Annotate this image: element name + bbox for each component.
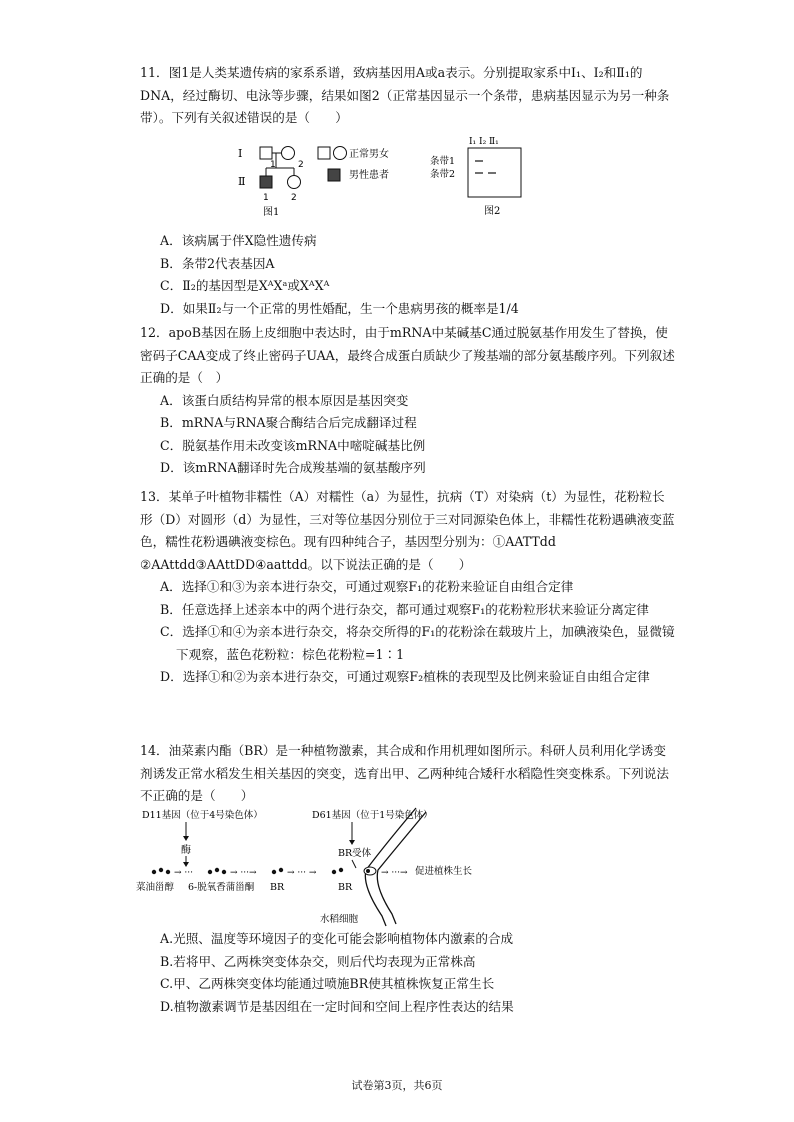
figure-1-caption: 图1 bbox=[263, 207, 280, 218]
molecule-label: BR bbox=[338, 882, 353, 893]
legend-female-normal bbox=[334, 147, 347, 160]
option-c: C．Ⅱ₂的基因型是XᴬXᵃ或XᴬXᴬ bbox=[160, 278, 330, 293]
option-a: A．该病属于伴X隐性遗传病 bbox=[160, 233, 317, 248]
option-c: C.甲、乙两株突变体均能通过喷施BR使其植株恢复正常生长 bbox=[160, 976, 495, 991]
male-normal-symbol bbox=[260, 147, 272, 159]
d61-gene-label: D61基因（位于1号染色体） bbox=[312, 810, 433, 821]
legend-normal-label: 正常男女 bbox=[349, 149, 389, 160]
option-d: D.植物激素调节是基因组在一定时间和空间上程序性表达的结果 bbox=[160, 998, 514, 1014]
question-14 bbox=[140, 740, 675, 808]
svg-text:→ ··· →: → ··· → bbox=[287, 868, 317, 878]
option-a: A．选择①和③为亲本进行杂交，可通过观察F₁的花粉来验证自由组合定律 bbox=[160, 579, 574, 594]
question-13 bbox=[140, 486, 675, 689]
male-patient-symbol bbox=[260, 176, 272, 188]
svg-text:→ ···→: → ···→ bbox=[381, 868, 408, 878]
option-b: B.若将甲、乙两株突变体杂交，则后代均表现为正常株高 bbox=[160, 953, 476, 969]
question-11-stem: 11．图1是人类某遗传病的家系系谱，致病基因用A或a表示。分别提取家系中Ⅰ₁、Ⅰ₂和Ⅱ₁的DNA，经过酶切、电泳等步骤，结果如图2（正常基因显示一个条带，患病基因显示为另一种条带）。下列有关叙述错误的是（ ） bbox=[140, 65, 670, 125]
legend-male-normal bbox=[318, 147, 330, 159]
option-a: A．该蛋白质结构异常的根本原因是基因突变 bbox=[160, 392, 409, 408]
option-c: C．脱氨基作用未改变该mRNA中嘧啶碱基比例 bbox=[160, 437, 426, 453]
option-d: D．选择①和②为亲本进行杂交，可通过观察F₂植株的表现型及比例来验证自由组合定律 bbox=[160, 669, 650, 684]
svg-text:→ ···→: → ···→ bbox=[230, 868, 257, 878]
generation-label-1: Ⅰ bbox=[238, 147, 243, 160]
figure-2-caption: 图2 bbox=[484, 206, 501, 217]
question-13-stem: 13．某单子叶植物非糯性（A）对糯性（a）为显性，抗病（T）对染病（t）为显性，花粉粒长形（D）对圆形（d）为显性，三对等位基因分别位于三对同源染色体上，非糯性花粉遇碘液变蓝色，糯性花粉遇碘液变棕色。现有四种纯合子，基因型分别为：①AATTdd ②AAttdd③AAttDD④aattdd。以下说法正确的是（ ） bbox=[140, 489, 675, 572]
option-d: D．如果Ⅱ₂与一个正常的男性婚配，生一个患病男孩的概率是1/4 bbox=[160, 300, 519, 316]
option-d: D．该mRNA翻译时先合成羧基端的氨基酸序列 bbox=[160, 460, 426, 475]
br-receptor-label: BR受体 bbox=[338, 848, 372, 859]
female-normal-symbol bbox=[282, 147, 295, 160]
individual-number: 1 bbox=[263, 193, 269, 203]
individual-number: 2 bbox=[298, 160, 304, 170]
question-14-stem: 14．油菜素内酯（BR）是一种植物激素，其合成和作用机理如图所示。科研人员利用化学诱变剂诱发正常水稻发生相关基因的突变，选育出甲、乙两种纯合矮秆水稻隐性突变株系。下列说法不正确的是（ ） bbox=[140, 743, 669, 803]
svg-text:→ ···: → ··· bbox=[174, 868, 193, 878]
legend-patient-label: 男性患者 bbox=[349, 170, 389, 181]
legend-male-patient bbox=[328, 169, 340, 181]
question-11-options bbox=[140, 230, 675, 320]
pedigree-figure bbox=[230, 140, 420, 218]
cell-label: 水稻细胞 bbox=[320, 914, 359, 925]
question-12-stem: 12．apoB基因在肠上皮细胞中表达时，由于mRNA中某碱基C通过脱氨基作用发生了替换，使密码子CAA变成了终止密码子UAA，最终合成蛋白质缺少了羧基端的部分氨基酸序列。下列叙述正确的是（ ） bbox=[140, 325, 675, 385]
option-c: C．选择①和④为亲本进行杂交，将杂交所得的F₁的花粉涂在载玻片上，加碘液染色，显微镜下观察，蓝色花粉粒：棕色花粉粒=1∶1 bbox=[160, 624, 675, 662]
question-14-options bbox=[140, 928, 675, 1018]
question-12 bbox=[140, 322, 675, 480]
molecule-label: 菜油甾醇 bbox=[136, 882, 175, 893]
band-2-label: 条带2 bbox=[430, 169, 456, 180]
option-b: B．条带2代表基因A bbox=[160, 255, 275, 271]
br-mechanism-figure bbox=[134, 806, 479, 928]
page-footer: 试卷第3页，共6页 bbox=[351, 1079, 443, 1092]
question-11 bbox=[140, 62, 675, 130]
generation-label-2: Ⅱ bbox=[238, 175, 246, 188]
option-b: B．任意选择上述亲本中的两个进行杂交，都可通过观察F₁的花粉粒形状来验证分离定律 bbox=[160, 601, 650, 617]
individual-number: 1 bbox=[270, 160, 276, 170]
molecule-label: 6-脱氧香蒲甾酮 bbox=[188, 882, 255, 893]
effect-label: 促进植株生长 bbox=[415, 866, 473, 877]
d11-gene-label: D11基因（位于4号染色体） bbox=[142, 810, 263, 821]
enzyme-label: 酶 bbox=[181, 845, 191, 856]
lane-header: Ⅰ₁ Ⅰ₂ Ⅱ₁ bbox=[469, 137, 499, 147]
option-b: B．mRNA与RNA聚合酶结合后完成翻译过程 bbox=[160, 415, 417, 430]
band-1-label: 条带1 bbox=[430, 156, 456, 167]
option-a: A.光照、温度等环境因子的变化可能会影响植物体内激素的合成 bbox=[160, 931, 514, 946]
female-normal-symbol bbox=[288, 176, 301, 189]
electrophoresis-figure bbox=[428, 132, 528, 218]
individual-number: 2 bbox=[291, 193, 297, 203]
molecule-label: BR bbox=[270, 882, 285, 893]
